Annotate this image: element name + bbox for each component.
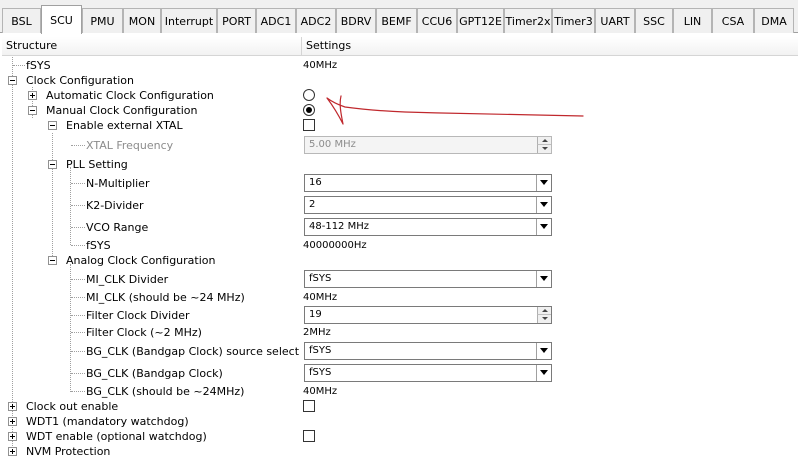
- dropdown-value: fSYS: [309, 273, 332, 284]
- row-label: BG_CLK (Bandgap Clock): [86, 367, 223, 380]
- mi-clk-divider-dropdown[interactable]: [304, 270, 552, 288]
- row-label: N-Multiplier: [86, 177, 150, 190]
- spin-down-icon: [537, 145, 551, 153]
- tree-row-enable-external-xtal[interactable]: [2, 118, 798, 133]
- tree-row-clock-out-enable[interactable]: [2, 399, 798, 414]
- tree-row-manual-clock[interactable]: [2, 103, 798, 118]
- expand-toggle-icon[interactable]: [8, 417, 17, 426]
- tab-ssc[interactable]: SSC: [635, 8, 673, 33]
- tree-guide-line: [71, 391, 85, 392]
- chevron-down-icon[interactable]: [536, 271, 551, 287]
- tab-bsl[interactable]: BSL: [2, 8, 41, 33]
- tree-guide-line: [13, 65, 25, 66]
- row-value: 40000000Hz: [303, 240, 367, 251]
- tree-header: [2, 37, 798, 56]
- tree-row-bg-clk[interactable]: [2, 364, 798, 384]
- tree-row-wdt1[interactable]: [2, 414, 798, 429]
- tree-guide-line: [71, 315, 85, 316]
- tab-gpt12e[interactable]: GPT12E: [457, 8, 504, 33]
- tree-row-analog-clock[interactable]: [2, 253, 798, 268]
- tab-adc2[interactable]: ADC2: [296, 8, 336, 33]
- expand-toggle-icon[interactable]: [8, 402, 17, 411]
- row-label: MI_CLK (should be ~24 MHz): [86, 291, 245, 304]
- tab-bemf[interactable]: BEMF: [376, 8, 417, 33]
- tab-csa[interactable]: CSA: [712, 8, 754, 33]
- chevron-down-icon[interactable]: [536, 219, 551, 235]
- row-value: 40MHz: [303, 292, 338, 303]
- tree-row-xtal-frequency: [2, 136, 798, 156]
- tree-guide-line: [71, 297, 85, 298]
- spin-up-icon[interactable]: [537, 307, 551, 315]
- row-label: Clock Configuration: [26, 74, 134, 87]
- tree-guide-line: [71, 351, 85, 352]
- wdt-enable-checkbox[interactable]: [303, 430, 315, 442]
- tree-row-automatic-clock[interactable]: [2, 88, 798, 103]
- tree-guide-line: [71, 245, 85, 246]
- row-label: K2-Divider: [86, 199, 144, 212]
- collapse-toggle-icon[interactable]: [48, 160, 57, 169]
- external-xtal-checkbox[interactable]: [303, 119, 315, 131]
- row-value: 40MHz: [303, 386, 338, 397]
- dropdown-value: 48-112 MHz: [309, 221, 369, 232]
- spin-down-icon[interactable]: [537, 315, 551, 323]
- tree-guide-line: [71, 183, 85, 184]
- settings-column-header[interactable]: Settings: [306, 39, 352, 52]
- automatic-clock-radio[interactable]: [303, 89, 315, 101]
- tab-ccu6[interactable]: CCU6: [417, 8, 457, 33]
- dropdown-value: 2: [309, 199, 316, 210]
- spin-up-icon: [537, 137, 551, 145]
- row-label: Automatic Clock Configuration: [46, 89, 214, 102]
- dropdown-value: fSYS: [309, 367, 332, 378]
- row-label: MI_CLK Divider: [86, 273, 169, 286]
- row-value: 2MHz: [303, 327, 331, 338]
- tree-row-wdt-enable[interactable]: [2, 429, 798, 444]
- structure-column-header[interactable]: Structure: [2, 37, 302, 56]
- row-value: 40MHz: [303, 60, 338, 71]
- row-label: BG_CLK (Bandgap Clock) source select: [86, 345, 300, 358]
- collapse-toggle-icon[interactable]: [48, 256, 57, 265]
- tree-row-vco-range[interactable]: [2, 218, 798, 238]
- tree-row-filter-clock-divider[interactable]: [2, 306, 798, 326]
- row-label: BG_CLK (should be ~24MHz): [86, 385, 245, 398]
- manual-clock-radio[interactable]: [303, 104, 315, 116]
- tree-row-bg-clk-should[interactable]: [2, 384, 798, 399]
- tree-row-clock-configuration[interactable]: [2, 73, 798, 88]
- row-label: VCO Range: [86, 221, 149, 234]
- row-label: WDT enable (optional watchdog): [26, 430, 207, 443]
- tree-row-pll-setting[interactable]: [2, 157, 798, 172]
- vco-range-dropdown[interactable]: [304, 218, 552, 236]
- chevron-down-icon[interactable]: [536, 365, 551, 381]
- k2-divider-dropdown[interactable]: [304, 196, 552, 214]
- tab-timer2x[interactable]: Timer2x: [504, 8, 552, 33]
- tree-row-mi-clk-divider[interactable]: [2, 270, 798, 290]
- collapse-toggle-icon[interactable]: [28, 106, 37, 115]
- bg-clk-source-dropdown[interactable]: [304, 342, 552, 360]
- tree-guide-line: [71, 145, 85, 146]
- tree-row-k2-divider[interactable]: [2, 196, 798, 216]
- row-label: fSYS: [86, 239, 111, 252]
- tree-guide-line: [71, 205, 85, 206]
- tree-guide-line: [71, 227, 85, 228]
- tab-adc1[interactable]: ADC1: [256, 8, 296, 33]
- tab-pmu[interactable]: PMU: [82, 8, 123, 33]
- tree-guide-line: [71, 373, 85, 374]
- clock-out-checkbox[interactable]: [303, 400, 315, 412]
- expand-toggle-icon[interactable]: [8, 447, 17, 456]
- expand-toggle-icon[interactable]: [8, 432, 17, 441]
- expand-toggle-icon[interactable]: [28, 91, 37, 100]
- row-label: WDT1 (mandatory watchdog): [26, 415, 189, 428]
- tab-dma[interactable]: DMA: [754, 8, 794, 33]
- spinbox-value: 19: [309, 309, 322, 320]
- tree-row-fsys[interactable]: [2, 58, 798, 73]
- spinbox-value: 5.00 MHz: [309, 139, 356, 150]
- tree-row-pll-fsys[interactable]: [2, 238, 798, 253]
- row-label: Manual Clock Configuration: [46, 104, 198, 117]
- tab-interrupt[interactable]: Interrupt: [161, 8, 217, 33]
- chevron-down-icon[interactable]: [536, 175, 551, 191]
- row-label: Analog Clock Configuration: [66, 254, 216, 267]
- row-label: XTAL Frequency: [86, 139, 174, 152]
- tree-row-filter-clock[interactable]: [2, 325, 798, 340]
- xtal-frequency-spinbox: [304, 136, 552, 154]
- chevron-down-icon[interactable]: [536, 343, 551, 359]
- tree-guide-line: [71, 279, 85, 280]
- tab-uart[interactable]: UART: [595, 8, 635, 33]
- tree-guide-line: [71, 332, 85, 333]
- tab-mon[interactable]: MON: [123, 8, 161, 33]
- row-label: Filter Clock Divider: [86, 309, 190, 322]
- tree-row-bg-clk-source[interactable]: [2, 342, 798, 362]
- row-label: NVM Protection: [26, 445, 111, 458]
- module-tab-bar: [0, 0, 798, 33]
- tree-row-nvm-protection[interactable]: [2, 444, 798, 459]
- tab-timer3[interactable]: Timer3: [552, 8, 595, 33]
- n-multiplier-dropdown[interactable]: [304, 174, 552, 192]
- bg-clk-dropdown[interactable]: [304, 364, 552, 382]
- row-label: PLL Setting: [66, 158, 128, 171]
- chevron-down-icon[interactable]: [536, 197, 551, 213]
- tree-row-n-multiplier[interactable]: [2, 174, 798, 194]
- settings-tree: [2, 57, 798, 475]
- collapse-toggle-icon[interactable]: [8, 76, 17, 85]
- tab-lin[interactable]: LIN: [673, 8, 712, 33]
- dropdown-value: fSYS: [309, 345, 332, 356]
- tab-scu[interactable]: SCU: [41, 5, 82, 34]
- tree-row-mi-clk[interactable]: [2, 290, 798, 305]
- row-label: fSYS: [26, 59, 51, 72]
- tab-bdrv[interactable]: BDRV: [336, 8, 376, 33]
- filter-clock-divider-spinbox[interactable]: [304, 306, 552, 324]
- row-label: Enable external XTAL: [66, 119, 183, 132]
- tab-port[interactable]: PORT: [217, 8, 256, 33]
- row-label: Clock out enable: [26, 400, 119, 413]
- dropdown-value: 16: [309, 177, 322, 188]
- row-label: Filter Clock (~2 MHz): [86, 326, 202, 339]
- collapse-toggle-icon[interactable]: [48, 121, 57, 130]
